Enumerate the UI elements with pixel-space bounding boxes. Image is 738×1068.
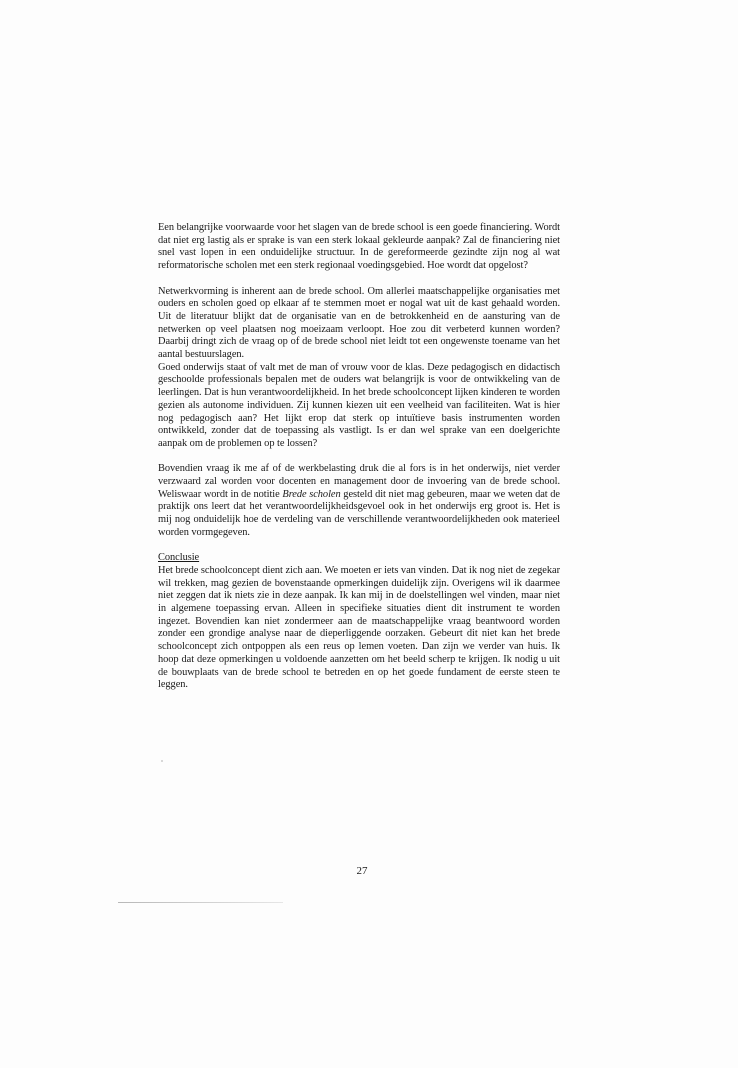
page-number: 27 [356, 865, 368, 877]
scan-edge-line [118, 902, 283, 903]
paragraph-text: gesteld dit niet mag gebeuren, maar we weten dat de praktijk ons leert dat het verantwoordelijkheidsgevoel ook in het onderwijs erg groot is. Het is mij nog onduidelijk hoe de verdeling van de verschillende verantwoordelijkheden ook materieel worden vormgegeven. [158, 488, 560, 538]
paragraph-werkbelasting [158, 463, 560, 539]
paragraph-netwerkvorming: Netwerkvorming is inherent aan de brede school. Om allerlei maatschappelijke organisaties met ouders en scholen goed op elkaar af te stemmen moet er nogal wat uit de kast gehaald worden. Uit de literatuur blijkt dat de organisatie van en de betrokkenheid en de aansturing van de netwerken op veel plaatsen nog moeizaam verloopt. Hoe zou dit verbeterd kunnen worden? Daarbij dringt zich de vraag op of de brede school niet leidt tot een ongewenste toename van het aantal bestuurslagen. [158, 285, 560, 361]
paragraph-goed-onderwijs: Goed onderwijs staat of valt met de man of vrouw voor de klas. Deze pedagogisch en didactisch geschoolde professionals bepalen met de ouders wat belangrijk is voor de ontwikkeling van de leerlingen. Dat is hun verantwoordelijkheid. In het brede schoolconcept lijken kinderen te worden gezien als autonome individuen. Zij kunnen kiezen uit een veelheid van faciliteiten. Wat is hier nog pedagogisch aan? Het lijkt erop dat sterk op intuïtieve basis instrumenten worden ontwikkeld, zonder dat de toepassing als vastligt. Is er dan wel sprake van een doelgerichte aanpak om de problemen op te lossen? [158, 361, 560, 449]
paragraph-conclusie: Het brede schoolconcept dient zich aan. We moeten er iets van vinden. Dat ik nog niet de zegekar wil trekken, mag gezien de bovenstaande opmerkingen duidelijk zijn. Overigens wil ik daarmee niet zeggen dat ik niets zie in deze aanpak. Ik kan mij in de doelstellingen wel vinden, maar niet in algemene toepassing ervan. Alleen in specifieke situaties dient dit instrument te worden ingezet. Bovendien kan niet zondermeer aan de maatschappelijke vraag beantwoord worden zonder een grondige analyse naar de dieperliggende oorzaken. Gebeurt dit niet kan het brede schoolconcept zich ontpoppen als een reus op lemen voeten. Dan zijn we verder van huis. Ik hoop dat deze opmerkingen u voldoende aanzetten om het beeld scherp te krijgen. Ik nodig u uit de bouwplaats van de brede school te betreden en op het goede fundament de eerste steen te leggen. [158, 564, 560, 691]
paragraph-financiering: Een belangrijke voorwaarde voor het slagen van de brede school is een goede financiering. Wordt dat niet erg lastig als er sprake is van een sterk lokaal gekleurde aanpak? Zal de financiering niet snel vast lopen in een onduidelijke structuur. In de gereformeerde gezindte zijn nog al wat reformatorische scholen met een sterk regionaal voedingsgebied. Hoe wordt dat opgelost? [158, 222, 560, 272]
paragraph-gap [158, 451, 560, 464]
body-text [158, 222, 560, 692]
scan-speck [161, 760, 163, 762]
paragraph-gap [158, 540, 560, 553]
paragraph-gap [158, 273, 560, 286]
notitie-title: Brede scholen [282, 488, 341, 500]
paragraph-text: Bovendien vraag ik me af of de werkbelasting druk die al fors is in het onderwijs, niet verder verzwaard zal worden voor docenten en management door de invoering van de brede school. Weliswaar wordt in de notitie [158, 463, 560, 500]
heading-conclusie: Conclusie [158, 552, 200, 564]
